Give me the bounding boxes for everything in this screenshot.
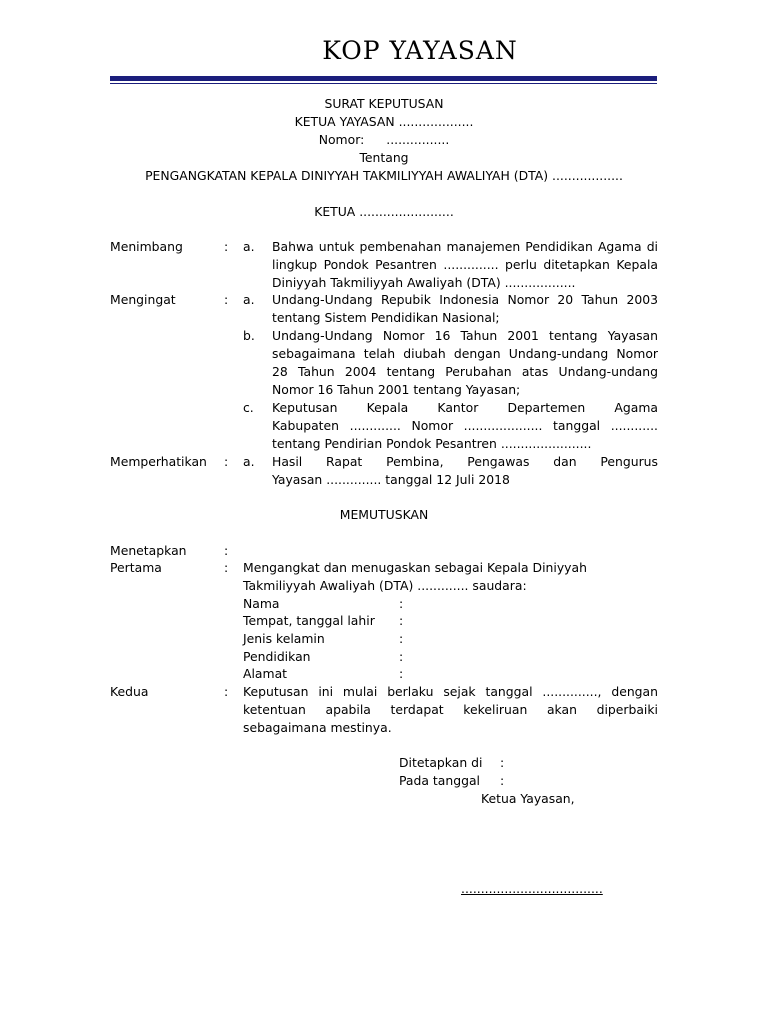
- letterhead-thick-rule: [110, 76, 657, 81]
- mengingat-b-marker: b.: [243, 328, 255, 343]
- field-pendidikan-colon: :: [399, 649, 404, 664]
- pertama-colon: :: [224, 560, 229, 575]
- menimbang-a-line-2: lingkup Pondok Pesantren .............. perlu ditetapkan Kepala: [272, 257, 658, 272]
- field-alamat-colon: :: [399, 666, 404, 681]
- field-pendidikan-label: Pendidikan: [243, 649, 311, 664]
- memperhatikan-colon: :: [224, 454, 229, 469]
- kedua-label: Kedua: [110, 684, 149, 699]
- kedua-line-2: ketentuan apabila terdapat kekeliruan akan diperbaiki: [243, 702, 658, 717]
- letterhead-title: KOP YAYASAN: [322, 36, 518, 65]
- number-label: Nomor:: [318, 132, 365, 147]
- memperhatikan-label: Memperhatikan: [110, 454, 207, 469]
- mengingat-c-line-2: Kabupaten ............. Nomor .................... tanggal ............: [272, 418, 658, 433]
- mengingat-b-line-1: Undang-Undang Nomor 16 Tahun 2001 tentang Yayasan: [272, 328, 658, 343]
- menimbang-colon: :: [224, 239, 229, 254]
- pertama-line-2: Takmiliyyah Awaliyah (DTA) ............. saudara:: [243, 578, 527, 593]
- ketua-line: KETUA ........................: [314, 204, 454, 219]
- subject-line: PENGANGKATAN KEPALA DINIYYAH TAKMILIYYAH AWALIYAH (DTA) ..................: [145, 168, 623, 183]
- signatory-title: Ketua Yayasan,: [481, 791, 575, 806]
- ditetapkan-di-label: Ditetapkan di: [399, 755, 483, 770]
- mengingat-label: Mengingat: [110, 292, 176, 307]
- mengingat-b-line-3: 28 Tahun 2004 tentang Perubahan atas Undang-undang: [272, 364, 658, 379]
- menimbang-a-line-3: Diniyyah Takmiliyyah Awaliyah (DTA) ..................: [272, 275, 576, 290]
- memperhatikan-a-line-1: Hasil Rapat Pembina, Pengawas dan Pengurus: [272, 454, 658, 469]
- pada-tanggal-label: Pada tanggal: [399, 773, 480, 788]
- pada-tanggal-colon: :: [500, 773, 505, 788]
- field-jenis-kelamin-colon: :: [399, 631, 404, 646]
- tentang-line: Tentang: [359, 150, 409, 165]
- ditetapkan-di-colon: :: [500, 755, 505, 770]
- field-ttl-label: Tempat, tanggal lahir: [243, 613, 375, 628]
- field-alamat-label: Alamat: [243, 666, 288, 681]
- mengingat-c-line-1: Keputusan Kepala Kantor Departemen Agama: [272, 400, 658, 415]
- memutuskan-title: MEMUTUSKAN: [339, 507, 429, 522]
- letterhead-thin-rule: [110, 83, 657, 84]
- mengingat-c-marker: c.: [243, 400, 254, 415]
- kedua-line-1: Keputusan ini mulai berlaku sejak tanggal .............., dengan: [243, 684, 658, 699]
- field-nama-label: Nama: [243, 596, 280, 611]
- memperhatikan-a-marker: a.: [243, 454, 255, 469]
- field-nama-colon: :: [399, 596, 404, 611]
- kedua-colon: :: [224, 684, 229, 699]
- issuer-line: KETUA YAYASAN ...................: [294, 114, 474, 129]
- mengingat-a-line-1: Undang-Undang Repubik Indonesia Nomor 20 Tahun 2003: [272, 292, 658, 307]
- menetapkan-label: Menetapkan: [110, 543, 187, 558]
- signatory-name: ....................................: [461, 881, 603, 896]
- menetapkan-colon: :: [224, 543, 229, 558]
- memperhatikan-a-line-2: Yayasan .............. tanggal 12 Juli 2018: [272, 472, 510, 487]
- menimbang-a-line-1: Bahwa untuk pembenahan manajemen Pendidikan Agama di: [272, 239, 658, 254]
- kedua-line-3: sebagaimana mestinya.: [243, 720, 392, 735]
- mengingat-a-marker: a.: [243, 292, 255, 307]
- mengingat-b-line-4: Nomor 16 Tahun 2001 tentang Yayasan;: [272, 382, 521, 397]
- field-ttl-colon: :: [399, 613, 404, 628]
- pertama-line-1: Mengangkat dan menugaskan sebagai Kepala Diniyyah: [243, 560, 587, 575]
- menimbang-label: Menimbang: [110, 239, 183, 254]
- number-value: ................: [386, 132, 450, 147]
- mengingat-colon: :: [224, 292, 229, 307]
- mengingat-b-line-2: sebagaimana telah diubah dengan Undang-undang Nomor: [272, 346, 658, 361]
- mengingat-a-line-2: tentang Sistem Pendidikan Nasional;: [272, 310, 500, 325]
- menimbang-a-marker: a.: [243, 239, 255, 254]
- mengingat-c-line-3: tentang Pendirian Pondok Pesantren .......................: [272, 436, 592, 451]
- field-jenis-kelamin-label: Jenis kelamin: [243, 631, 325, 646]
- document-type: SURAT KEPUTUSAN: [324, 96, 444, 111]
- pertama-label: Pertama: [110, 560, 162, 575]
- number-line: [0, 131, 768, 149]
